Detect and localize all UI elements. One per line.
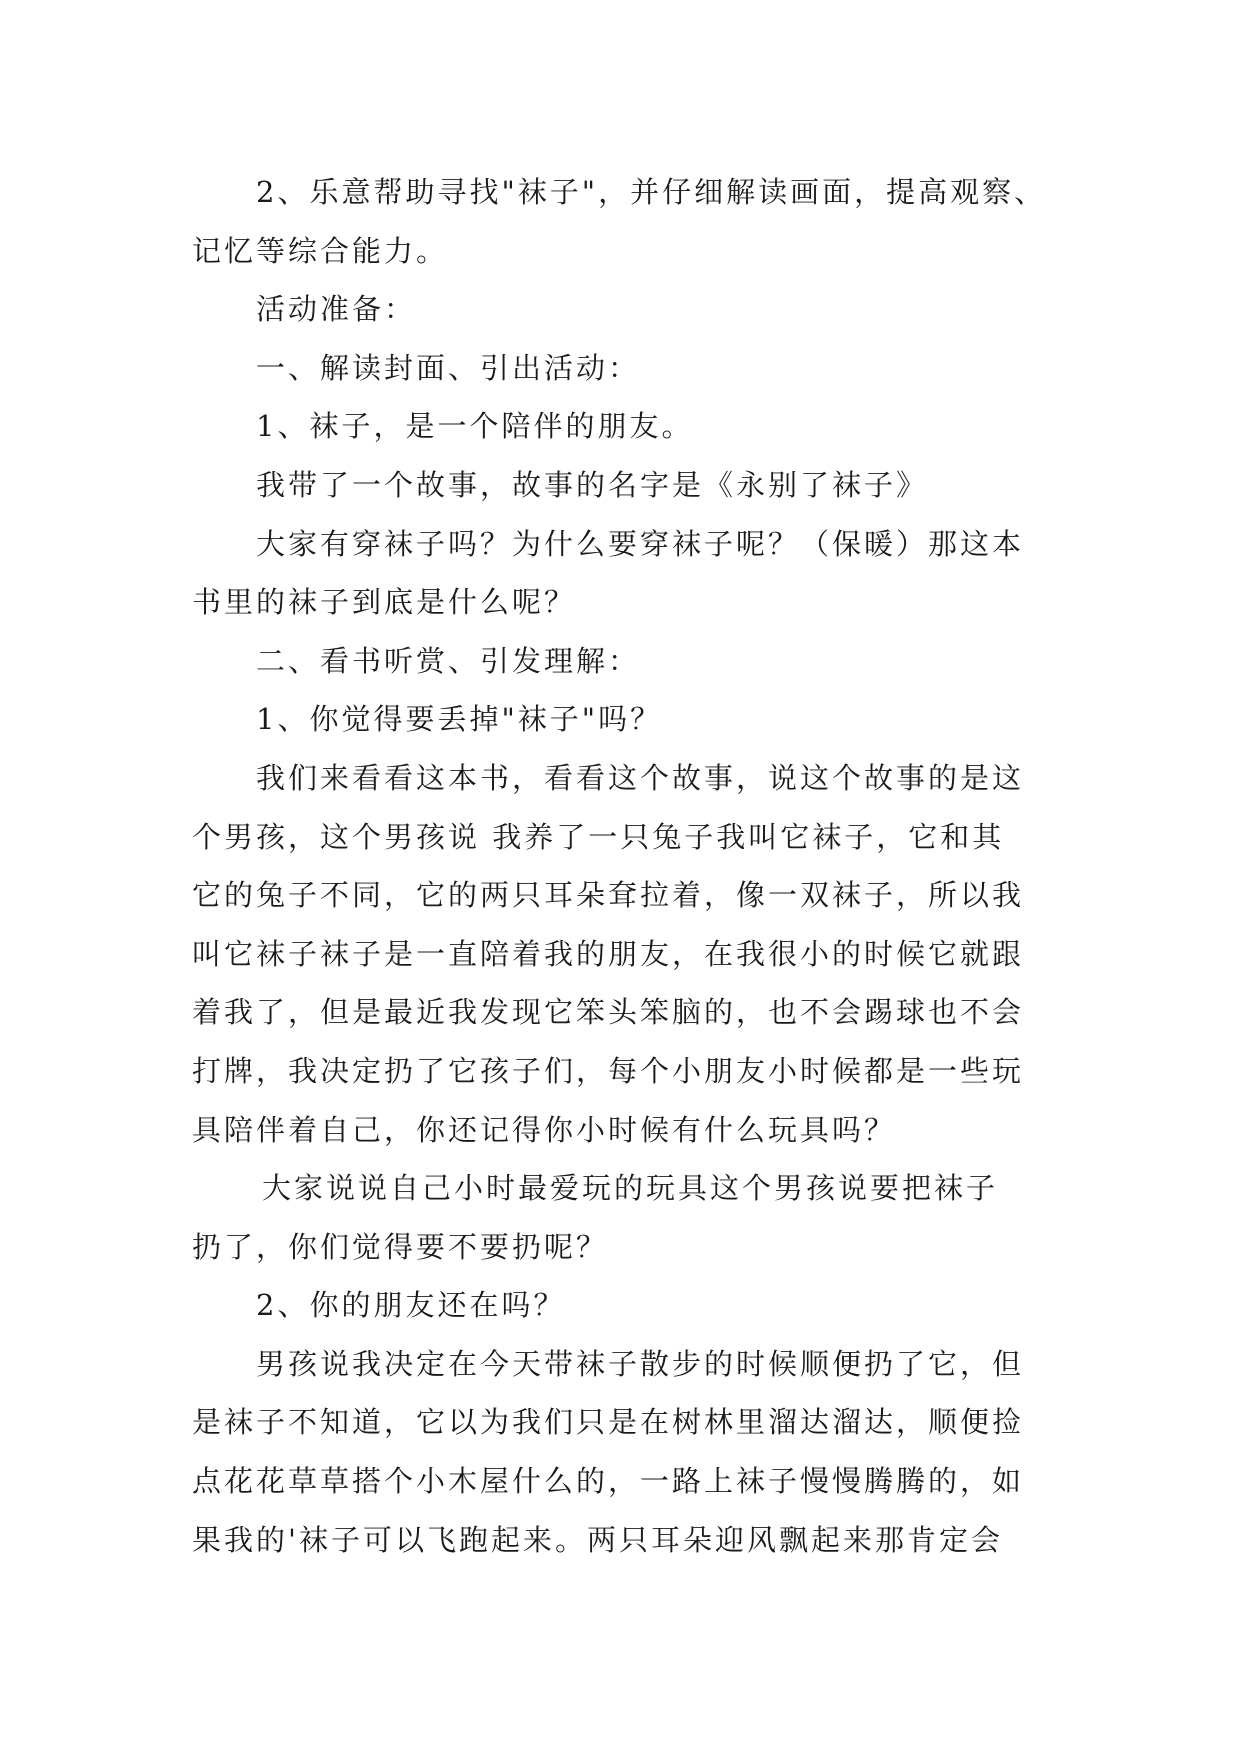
paragraph (192, 749, 1072, 1159)
text-line: 1、你觉得要丢掉"袜子"吗？ (256, 702, 663, 737)
text-line: 我们来看看这本书，看看这个故事，说这个故事的是这 (256, 760, 1025, 795)
text-line: 记忆等综合能力。 (192, 233, 449, 268)
paragraph (192, 280, 1072, 339)
text-line: 是袜子不知道，它以为我们只是在树林里溜达溜达，顺便捡 (192, 1405, 1025, 1440)
text-line: 叫它袜子袜子是一直陪着我的朋友，在我很小的时候它就跟 (192, 936, 1025, 971)
text-line: 果我的'袜子可以飞跑起来。两只耳朵迎风飘起来那肯定会 (192, 1522, 1003, 1557)
text-line: 1、袜子，是一个陪伴的朋友。 (256, 409, 694, 444)
paragraph (192, 163, 1072, 280)
paragraph (192, 632, 1072, 691)
text-line: 大家有穿袜子吗？为什么要穿袜子呢？（保暖）那这本 (256, 526, 1025, 561)
paragraph (192, 1335, 1072, 1569)
text-line: 着我了，但是最近我发现它笨头笨脑的，也不会踢球也不会 (192, 995, 1025, 1030)
paragraph (192, 339, 1072, 398)
text-line: 书里的袜子到底是什么呢？ (192, 585, 577, 620)
text-line: 2、乐意帮助寻找"袜子"，并仔细解读画面，提高观察、 (256, 175, 1047, 209)
paragraph (192, 1159, 1072, 1276)
paragraph (192, 515, 1072, 632)
text-line: 大家说说自己小时最爱玩的玩具这个男孩说要把袜子 (262, 1171, 999, 1206)
document-body (192, 163, 1072, 1569)
text-line: 活动准备： (256, 292, 417, 327)
text-line: 男孩说我决定在今天带袜子散步的时候顺便扔了它，但 (256, 1346, 1025, 1381)
paragraph (192, 456, 1072, 515)
text-line: 2、你的朋友还在吗？ (256, 1288, 566, 1323)
text-line: 打牌，我决定扔了它孩子们，每个小朋友小时候都是一些玩 (192, 1053, 1025, 1088)
text-line: 个男孩，这个男孩说 我养了一只兔子我叫它袜子，它和其 (192, 819, 1005, 854)
text-line: 点花花草草搭个小木屋什么的，一路上袜子慢慢腾腾的，如 (192, 1464, 1025, 1499)
text-line: 扔了，你们觉得要不要扔呢？ (192, 1229, 609, 1264)
paragraph (192, 1276, 1072, 1335)
paragraph (192, 690, 1072, 749)
paragraph (192, 397, 1072, 456)
text-line: 具陪伴着自己，你还记得你小时候有什么玩具吗？ (192, 1112, 897, 1147)
text-line: 二、看书听赏、引发理解： (256, 643, 641, 678)
text-line: 我带了一个故事，故事的名字是《永别了袜子》 (256, 467, 929, 502)
text-line: 它的兔子不同，它的两只耳朵耷拉着，像一双袜子，所以我 (192, 878, 1025, 913)
text-line: 一、解读封面、引出活动： (256, 350, 641, 385)
